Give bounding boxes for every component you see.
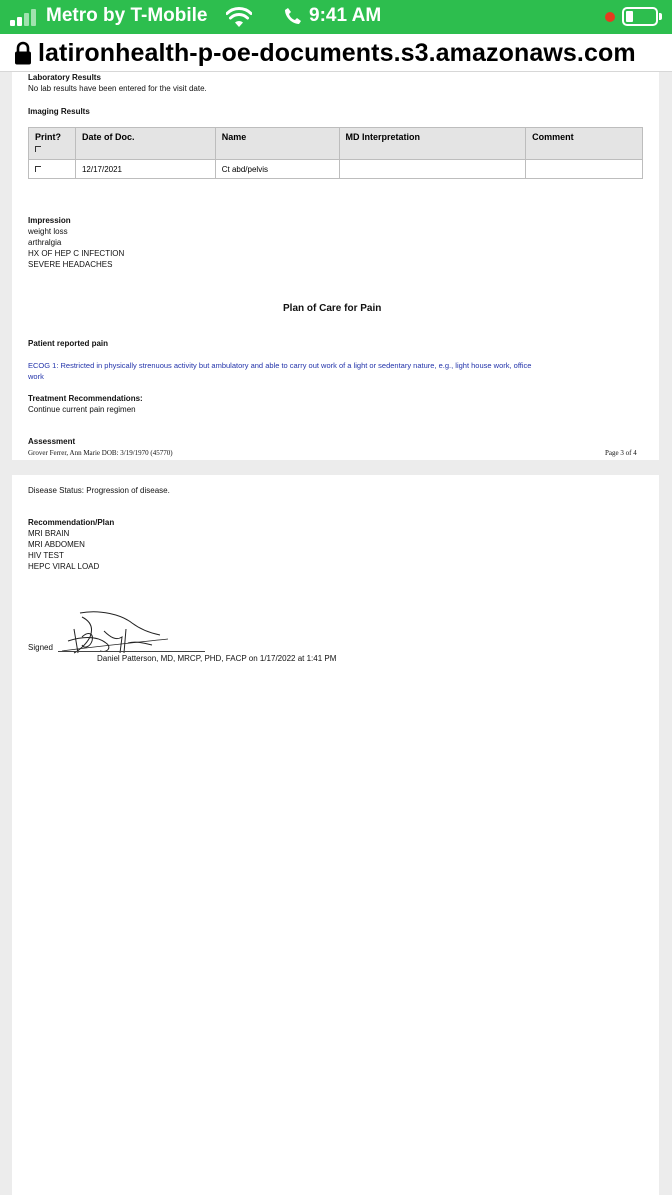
status-bar	[0, 0, 672, 34]
cellular-signal-icon	[10, 8, 40, 26]
battery-icon	[622, 7, 658, 26]
column-header-date: Date of Doc.	[75, 128, 215, 160]
assessment-heading: Assessment	[28, 437, 76, 446]
imaging-results-table	[28, 127, 643, 179]
recording-indicator-icon	[605, 12, 615, 22]
print-row-checkbox[interactable]	[35, 166, 41, 172]
name-cell: Ct abd/pelvis	[215, 160, 339, 179]
print-cell	[29, 160, 76, 179]
impression-heading: Impression	[28, 216, 71, 225]
document-page-4	[12, 475, 659, 1195]
page-url[interactable]: latironhealth-p-oe-documents.s3.amazonaws.com	[38, 39, 636, 67]
ecog-description-cont: work	[28, 372, 44, 381]
lab-results-heading: Laboratory Results	[28, 73, 101, 82]
recommendation-item: MRI BRAIN	[28, 529, 70, 538]
battery-tip	[659, 13, 662, 20]
signature-line	[58, 651, 205, 652]
column-header-comment: Comment	[526, 128, 643, 160]
patient-reported-pain-heading: Patient reported pain	[28, 339, 109, 348]
table-row	[29, 160, 643, 179]
ecog-description: ECOG 1: Restricted in physically strenuous activity but ambulatory and able to carry out work of a light or sedentary nature, e.g., light house work, office	[28, 361, 532, 370]
phone-call-icon	[284, 7, 302, 25]
treatment-recommendations-heading: Treatment Recommendations:	[28, 394, 143, 403]
column-header-print: Print?	[29, 128, 76, 160]
document-page-3	[12, 72, 659, 460]
imaging-results-heading: Imaging Results	[28, 107, 90, 116]
recommendation-plan-heading: Recommendation/Plan	[28, 518, 115, 527]
treatment-recommendations-text: Continue current pain regimen	[28, 405, 136, 414]
wifi-icon	[226, 6, 252, 28]
impression-item: SEVERE HEADACHES	[28, 260, 113, 269]
column-header-name: Name	[215, 128, 339, 160]
lock-icon	[14, 41, 32, 65]
plan-of-care-title: Plan of Care for Pain	[283, 303, 382, 314]
footer-patient-info: Grover Ferrer, Ann Marie DOB: 3/19/1970 (45770)	[28, 449, 173, 457]
interpretation-cell	[339, 160, 526, 179]
impression-item: weight loss	[28, 227, 68, 236]
column-header-md-interpretation: MD Interpretation	[339, 128, 526, 160]
table-header-row	[29, 128, 643, 160]
footer-page-number: Page 3 of 4	[605, 449, 637, 457]
date-cell: 12/17/2021	[75, 160, 215, 179]
impression-item: HX OF HEP C INFECTION	[28, 249, 125, 258]
recommendation-item: MRI ABDOMEN	[28, 540, 85, 549]
recommendation-item: HIV TEST	[28, 551, 64, 560]
browser-address-bar[interactable]	[0, 34, 672, 72]
handwritten-signature-image	[60, 607, 170, 657]
comment-cell	[526, 160, 643, 179]
impression-item: arthralgia	[28, 238, 62, 247]
disease-status-text: Disease Status: Progression of disease.	[28, 486, 170, 495]
signer-details: Daniel Patterson, MD, MRCP, PHD, FACP on 1/17/2022 at 1:41 PM	[97, 654, 337, 663]
carrier-name: Metro by T-Mobile	[46, 5, 208, 26]
print-all-checkbox[interactable]	[35, 146, 41, 152]
recommendation-item: HEPC VIRAL LOAD	[28, 562, 100, 571]
signed-label: Signed	[28, 643, 53, 652]
clock-time: 9:41 AM	[309, 5, 382, 26]
lab-results-text: No lab results have been entered for the visit date.	[28, 84, 207, 93]
